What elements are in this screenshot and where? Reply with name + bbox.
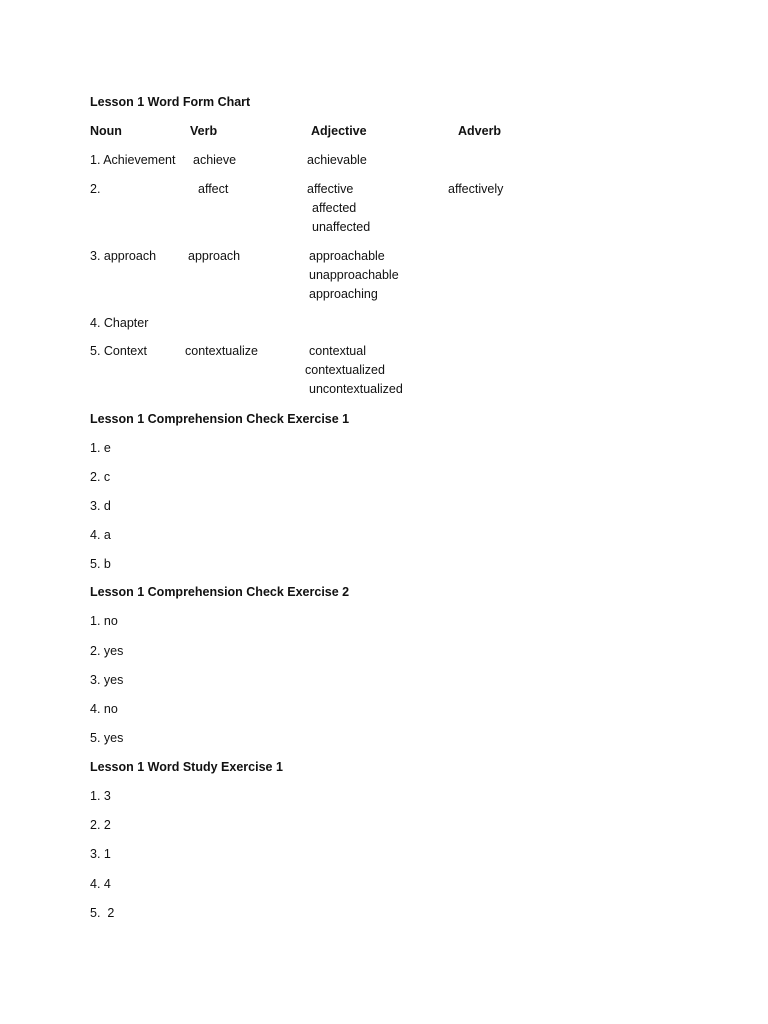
comprehension-2-heading: Lesson 1 Comprehension Check Exercise 2 xyxy=(90,585,350,599)
comprehension-1-answer-2: 2. c xyxy=(90,470,111,484)
word-study-1-heading: Lesson 1 Word Study Exercise 1 xyxy=(90,760,283,774)
row-5-adjective-3: uncontextualized xyxy=(309,382,403,396)
comprehension-2-answer-4: 4. no xyxy=(90,702,118,716)
row-3-noun: 3. approach xyxy=(90,249,157,263)
row-4-noun: 4. Chapter xyxy=(90,316,149,330)
row-2-adverb: affectively xyxy=(448,182,504,196)
row-3-adjective-1: approachable xyxy=(309,249,385,263)
row-5-verb: contextualize xyxy=(185,344,258,358)
row-3-verb: approach xyxy=(188,249,241,263)
column-header-adverb: Adverb xyxy=(458,124,502,138)
row-1-adjective-1: achievable xyxy=(307,153,367,167)
comprehension-2-answer-5: 5. yes xyxy=(90,731,124,745)
row-5-adjective-1: contextual xyxy=(309,344,366,358)
comprehension-2-answer-3: 3. yes xyxy=(90,673,124,687)
word-study-1-answer-1: 1. 3 xyxy=(90,789,111,803)
row-5-noun: 5. Context xyxy=(90,344,147,358)
comprehension-1-heading: Lesson 1 Comprehension Check Exercise 1 xyxy=(90,412,350,426)
row-2-noun: 2. xyxy=(90,182,101,196)
row-2-adjective-3: unaffected xyxy=(312,220,371,234)
row-2-verb: affect xyxy=(198,182,229,196)
row-2-adjective-2: affected xyxy=(312,201,357,215)
comprehension-2-answer-2: 2. yes xyxy=(90,644,124,658)
word-study-1-answer-4: 4. 4 xyxy=(90,877,111,891)
comprehension-1-answer-5: 5. b xyxy=(90,557,111,571)
word-study-1-answer-3: 3. 1 xyxy=(90,847,111,861)
column-header-noun: Noun xyxy=(90,124,122,138)
comprehension-1-answer-4: 4. a xyxy=(90,528,111,542)
column-header-adjective: Adjective xyxy=(311,124,367,138)
row-3-adjective-3: approaching xyxy=(309,287,378,301)
row-2-adjective-1: affective xyxy=(307,182,354,196)
row-1-noun: 1. Achievement xyxy=(90,153,176,167)
word-study-1-answer-2: 2. 2 xyxy=(90,818,111,832)
word-form-chart-heading: Lesson 1 Word Form Chart xyxy=(90,95,251,109)
row-5-adjective-2: contextualized xyxy=(305,363,385,377)
comprehension-1-answer-1: 1. e xyxy=(90,441,111,455)
word-study-1-answer-5: 5. 2 xyxy=(90,906,115,920)
comprehension-2-answer-1: 1. no xyxy=(90,614,118,628)
comprehension-1-answer-3: 3. d xyxy=(90,499,111,513)
row-1-verb: achieve xyxy=(193,153,237,167)
column-header-verb: Verb xyxy=(190,124,218,138)
row-3-adjective-2: unapproachable xyxy=(309,268,399,282)
